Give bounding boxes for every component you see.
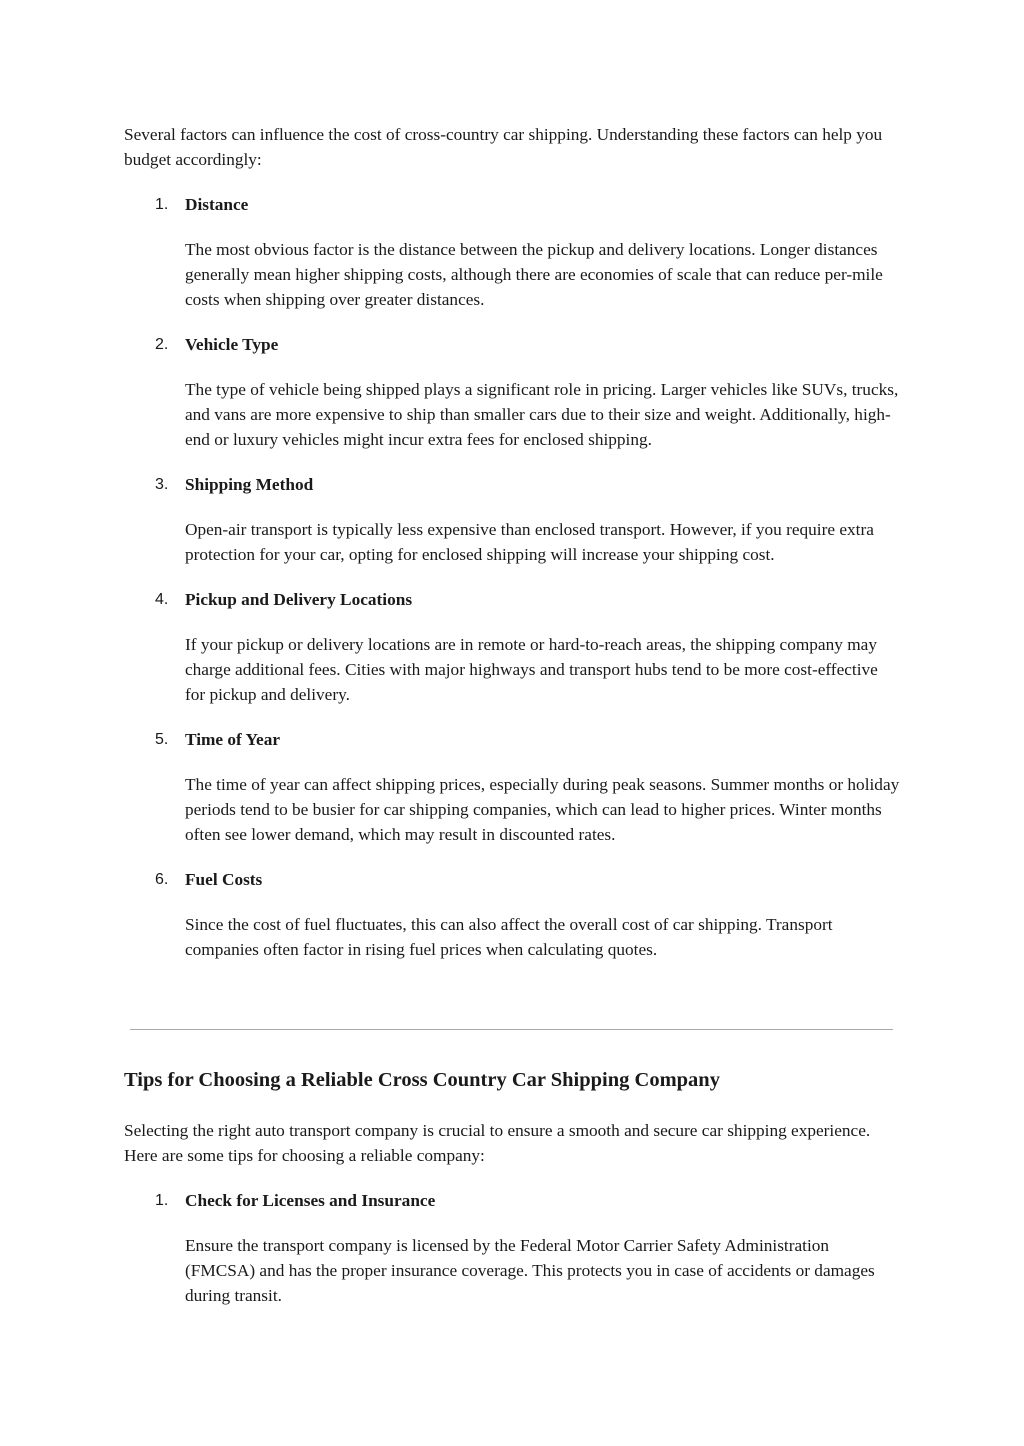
- list-number: 3.: [155, 476, 169, 493]
- list-item: [124, 332, 900, 452]
- list-item-body: Since the cost of fuel fluctuates, this can also affect the overall cost of car shipping. Transport companies often factor in rising fuel prices when calculating quotes.: [185, 915, 833, 959]
- list-item: [124, 472, 900, 567]
- list-item-title: Fuel Costs: [185, 870, 263, 889]
- list-item: [124, 867, 900, 962]
- list-item-heading: [124, 332, 900, 357]
- list-number: 1.: [155, 196, 169, 213]
- list-item-body: Open-air transport is typically less expensive than enclosed transport. However, if you require extra protection for your car, opting for enclosed shipping will increase your shipping cost.: [185, 520, 874, 564]
- list-item-title: Shipping Method: [185, 475, 314, 494]
- list-item-title: Distance: [185, 195, 249, 214]
- list-number: 2.: [155, 336, 169, 353]
- list-item-heading: [124, 867, 900, 892]
- tips-list: [124, 1188, 900, 1308]
- factors-list: [124, 192, 900, 962]
- list-item-body: The most obvious factor is the distance between the pickup and delivery locations. Longer distances generally mean higher shipping costs, although there are economies of scale that can reduce per-mile costs when shipping over greater distances.: [185, 240, 883, 309]
- tips-intro: Selecting the right auto transport company is crucial to ensure a smooth and secure car shipping experience. Here are some tips for choosing a reliable company:: [124, 1121, 871, 1165]
- list-number: 6.: [155, 871, 169, 888]
- list-item-heading: [124, 587, 900, 612]
- list-item-heading: [124, 192, 900, 217]
- tips-section: [124, 1065, 900, 1308]
- section-heading: Tips for Choosing a Reliable Cross Country Car Shipping Company: [124, 1069, 720, 1091]
- list-item-heading: [124, 472, 900, 497]
- list-item: [124, 727, 900, 847]
- factors-intro: Several factors can influence the cost of cross-country car shipping. Understanding these factors can help you budget accordingly:: [124, 125, 883, 169]
- list-item-body: The time of year can affect shipping prices, especially during peak seasons. Summer months or holiday periods tend to be busier for car shipping companies, which can lead to higher prices. Winter months often see lower demand, which may result in discounted rates.: [185, 775, 900, 844]
- document-page: [124, 122, 900, 962]
- list-item: [124, 1188, 900, 1308]
- list-number: 5.: [155, 731, 169, 748]
- list-item-heading: [124, 1188, 900, 1213]
- list-item-title: Time of Year: [185, 730, 281, 749]
- list-item-title: Vehicle Type: [185, 335, 279, 354]
- list-item: [124, 192, 900, 312]
- list-item: [124, 587, 900, 707]
- list-item-body: If your pickup or delivery locations are in remote or hard-to-reach areas, the shipping company may charge additional fees. Cities with major highways and transport hubs tend to be more cost-effective for pickup and delivery.: [185, 635, 878, 704]
- list-item-body: The type of vehicle being shipped plays a significant role in pricing. Larger vehicles like SUVs, trucks, and vans are more expensive to ship than smaller cars due to their size and weight. Additionally, high-end or luxury vehicles might incur extra fees for enclosed shipping.: [185, 380, 899, 449]
- list-item-body: Ensure the transport company is licensed by the Federal Motor Carrier Safety Administration (FMCSA) and has the proper insurance coverage. This protects you in case of accidents or damages during transit.: [185, 1236, 875, 1305]
- list-item-title: Pickup and Delivery Locations: [185, 590, 413, 609]
- list-number: 4.: [155, 591, 169, 608]
- list-item-heading: [124, 727, 900, 752]
- horizontal-divider: [130, 1029, 893, 1030]
- list-item-title: Check for Licenses and Insurance: [185, 1191, 436, 1210]
- list-number: 1.: [155, 1192, 169, 1209]
